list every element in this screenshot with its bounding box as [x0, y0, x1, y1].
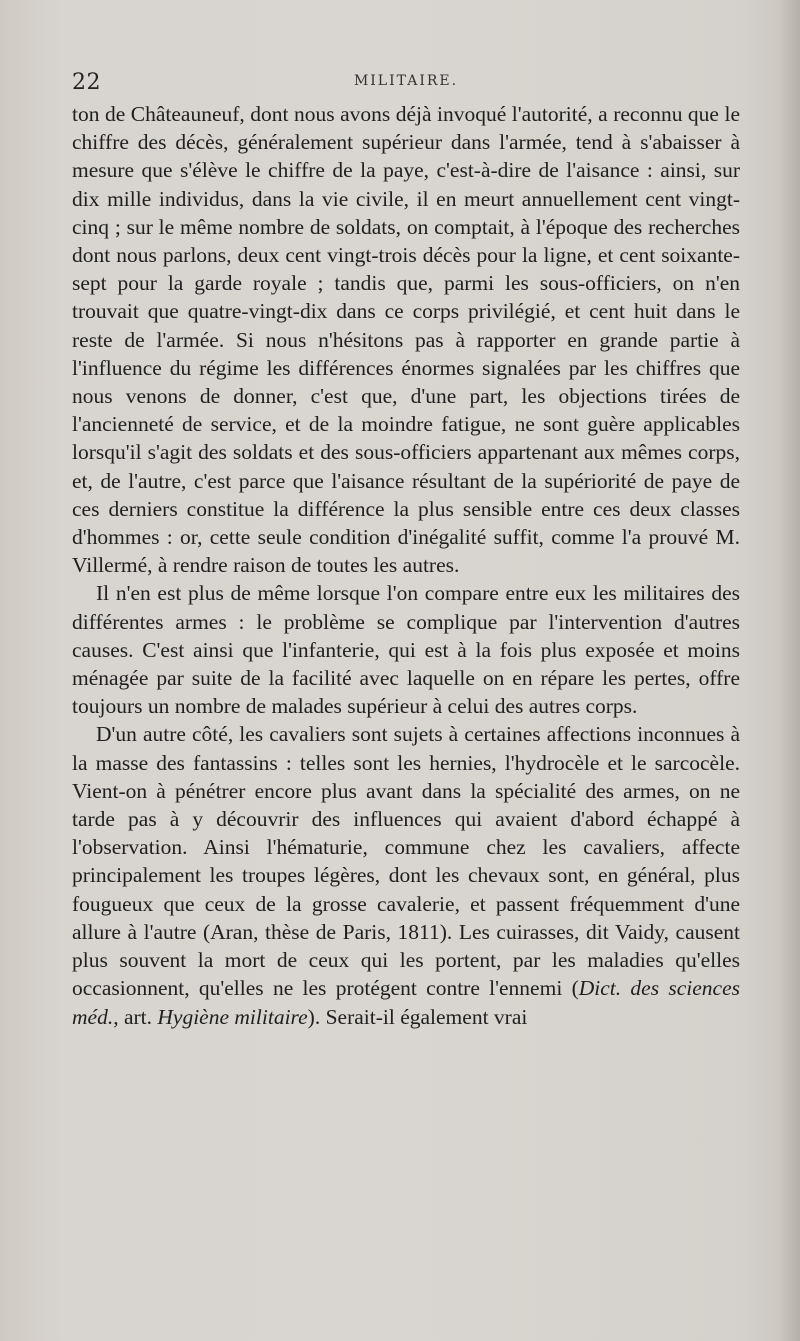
paragraph-3-text-b: , art.	[113, 1004, 158, 1029]
paragraph-2: Il n'en est plus de même lorsque l'on compare entre eux les militaires des différentes armes : le problème se complique par l'intervention d'autres causes. C'est ainsi que l'infanterie, qui est à la fois plus exposée et moins ménagée par suite de la facilité avec laquelle on en répare les pertes, offre toujours un nombre de malades supérieur à celui des autres corps.	[72, 581, 740, 719]
citation-dict-sciences: Dict. des sciences méd.	[72, 976, 740, 1029]
running-head: MILITAIRE.	[353, 73, 459, 89]
citation-hygiene-militaire: Hygiène militaire	[157, 1004, 308, 1029]
page-edge-shadow	[778, 0, 800, 1341]
body-text	[72, 100, 740, 1031]
paragraph-3	[72, 720, 740, 1030]
paragraph-1: ton de Châteauneuf, dont nous avons déjà invoqué l'autorité, a reconnu que le chiffre des décès, généralement supérieur dans l'armée, tend à s'abaisser à mesure que s'élève le chiffre de la paye, c'est-à-dire de l'aisance : ainsi, sur dix mille individus, dans la vie civile, il en meurt annuellement cent vingt-cinq ; sur le même nombre de soldats, on comptait, à l'époque des recherches dont nous parlons, deux cent vingt-trois décès pour la ligne, et cent soixante-sept pour la garde royale ; tandis que, parmi les sous-officiers, on n'en trouvait que quatre-vingt-dix dans ce corps privilégié, et cent huit dans le reste de l'armée. Si nous n'hésitons pas à rapporter en grande partie à l'influence du régime les différences énormes signalées par les chiffres que nous venons de donner, c'est que, d'une part, les objections tirées de l'ancienneté de service, et de la moindre fatigue, ne sont guère applicables lorsqu'il s'agit des soldats et des sous-officiers appartenant aux mêmes corps, et, de l'autre, c'est parce que l'aisance résultant de la supériorité de paye de ces derniers constitue la différence la plus sensible entre ces deux classes d'hommes : or, cette seule condition d'inégalité suffit, comme l'a prouvé M. Villermé, à rendre raison de toutes les autres.	[72, 102, 740, 578]
paragraph-3-text-a: D'un autre côté, les cavaliers sont sujets à certaines affections inconnues à la masse des fantassins : telles sont les hernies, l'hydrocèle et le sarcocèle. Vient-on à pénétrer encore plus avant dans la spécialité des armes, on ne tarde pas à y découvrir des influences qui avaient d'abord échappé à l'observation. Ainsi l'hématurie, commune chez les cavaliers, affecte principalement les troupes légères, dont les chevaux sont, en général, plus fougueux que ceux de la grosse cavalerie, et passent fréquemment d'une allure à l'autre (Aran, thèse de Paris, 1811). Les cuirasses, dit Vaidy, causent plus souvent la mort de ceux qui les portent, par les maladies qu'elles occasionnent, qu'elles ne les protégent contre l'ennemi (	[72, 722, 740, 1001]
paragraph-3-text-c: ). Serait-il également vrai	[307, 1004, 528, 1029]
page-number: 22	[72, 70, 101, 95]
page-header	[72, 70, 740, 100]
